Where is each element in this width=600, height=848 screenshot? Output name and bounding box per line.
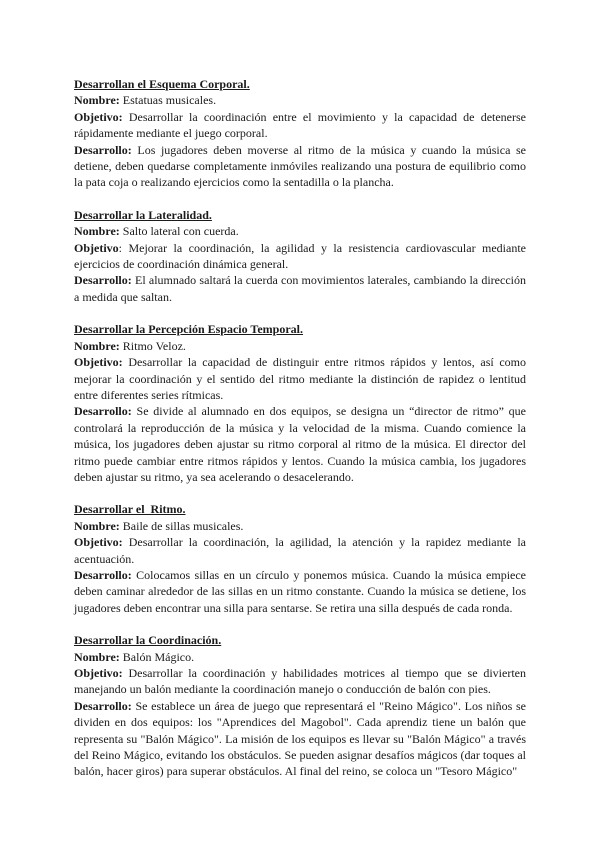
nombre-label: Nombre: <box>74 518 120 533</box>
nombre-line <box>74 649 526 665</box>
nombre-value: Estatuas musicales. <box>122 93 217 108</box>
objetivo-label: Objetivo: <box>74 355 123 370</box>
objetivo-line <box>74 534 526 567</box>
nombre-line <box>74 92 526 108</box>
objetivo-line <box>74 240 526 273</box>
nombre-value: Salto lateral con cuerda. <box>122 224 239 239</box>
nombre-label: Nombre: <box>74 338 120 353</box>
section-heading: Desarrollar el Ritmo. <box>74 502 186 517</box>
desarrollo-line <box>74 272 526 305</box>
nombre-value: Ritmo Veloz. <box>122 338 186 353</box>
nombre-line <box>74 518 526 534</box>
desarrollo-value: Se divide al alumnado en dos equipos, se designa un “director de ritmo” que controlará la reproducción de la música y la velocidad de la misma. Cuando comience la música, los jugadores deben ajustar su ritmo corporal al ritmo de la música. El director del ritmo puede cambiar entre ritmos rápidos y lentos. Cuando la música cambia, los jugadores deben ajustar su ritmo, ya sea acelerando o desacelerando. <box>74 404 526 484</box>
objetivo-label: Objetivo: <box>74 109 123 124</box>
desarrollo-label: Desarrollo: <box>74 273 132 288</box>
objetivo-line <box>74 354 526 403</box>
section-esquema-corporal <box>74 76 526 191</box>
desarrollo-value: Se establece un área de juego que representará el "Reino Mágico". Los niños se dividen en dos equipos: los "Aprendices del Magobol". Cada aprendiz tiene un balón que representa su "Balón Mágico". La misión de los equipos es llevar su "Balón Mágico" a través del Reino Mágico, evitando los obstáculos. Se pueden asignar desafíos mágicos (dar toques al balón, hacer giros) para superar obstáculos. Al final del reino, se coloca un "Tesoro Mágico" <box>74 698 527 779</box>
desarrollo-line <box>74 698 526 780</box>
section-heading: Desarrollan el Esquema Corporal. <box>74 77 250 91</box>
section-coordinacion <box>74 632 526 780</box>
document-page <box>74 76 526 796</box>
objetivo-value: Desarrollar la coordinación y habilidades motrices al tiempo que se divierten manejando un balón mediante la coordinación manejo o conducción de balón con pies. <box>74 666 527 697</box>
desarrollo-line <box>74 403 526 485</box>
objetivo-label: Objetivo: <box>74 535 123 550</box>
objetivo-value: Desarrollar la coordinación, la agilidad, la atención y la rapidez mediante la acentuación. <box>74 535 526 566</box>
nombre-value: Balón Mágico. <box>122 649 195 664</box>
objetivo-value: Desarrollar la capacidad de distinguir entre ritmos rápidos y lentos, así como mejorar la coordinación y el sentido del ritmo mediante la distinción de rapidez o lentitud entre diferentes series rítmicas. <box>74 355 526 402</box>
desarrollo-value: Los jugadores deben moverse al ritmo de la música y cuando la música se detiene, deben quedarse completamente inmóviles realizando una postura de equilibrio como la pata coja o realizando ejercicios como la sentadilla o la plancha. <box>74 142 527 190</box>
objetivo-label: Objetivo <box>74 240 119 255</box>
section-ritmo <box>74 501 526 616</box>
desarrollo-label: Desarrollo: <box>74 698 132 713</box>
nombre-label: Nombre: <box>74 93 120 108</box>
desarrollo-label: Desarrollo: <box>74 567 132 582</box>
section-percepcion-espacio-temporal <box>74 321 526 485</box>
objetivo-value: : Mejorar la coordinación, la agilidad y la resistencia cardiovascular mediante ejercicios de coordinación dinámica general. <box>74 240 526 272</box>
objetivo-label: Objetivo: <box>74 666 123 680</box>
desarrollo-line <box>74 567 526 616</box>
section-heading: Desarrollar la Coordinación. <box>74 633 222 648</box>
nombre-value: Baile de sillas musicales. <box>122 518 244 533</box>
objetivo-line <box>74 109 526 142</box>
desarrollo-value: El alumnado saltará la cuerda con movimientos laterales, cambiando la dirección a medida que saltan. <box>74 273 526 304</box>
desarrollo-line <box>74 142 526 191</box>
objetivo-value: Desarrollar la coordinación entre el movimiento y la capacidad de detenerse rápidamente mediante el juego corporal. <box>74 109 527 141</box>
nombre-line <box>74 223 526 239</box>
section-heading: Desarrollar la Percepción Espacio Temporal. <box>74 322 303 337</box>
desarrollo-value: Colocamos sillas en un círculo y ponemos música. Cuando la música empiece deben caminar alrededor de las sillas en un ritmo constante. Cuando la música se detiene, los jugadores deben encontrar una silla para sentarse. Se retira una silla después de cada ronda. <box>74 567 527 615</box>
nombre-line <box>74 338 526 354</box>
desarrollo-label: Desarrollo: <box>74 142 132 157</box>
section-heading: Desarrollar la Lateralidad. <box>74 207 212 222</box>
desarrollo-label: Desarrollo: <box>74 404 132 419</box>
nombre-label: Nombre: <box>74 224 120 239</box>
objetivo-line <box>74 665 526 698</box>
section-lateralidad <box>74 207 526 305</box>
nombre-label: Nombre: <box>74 649 120 664</box>
